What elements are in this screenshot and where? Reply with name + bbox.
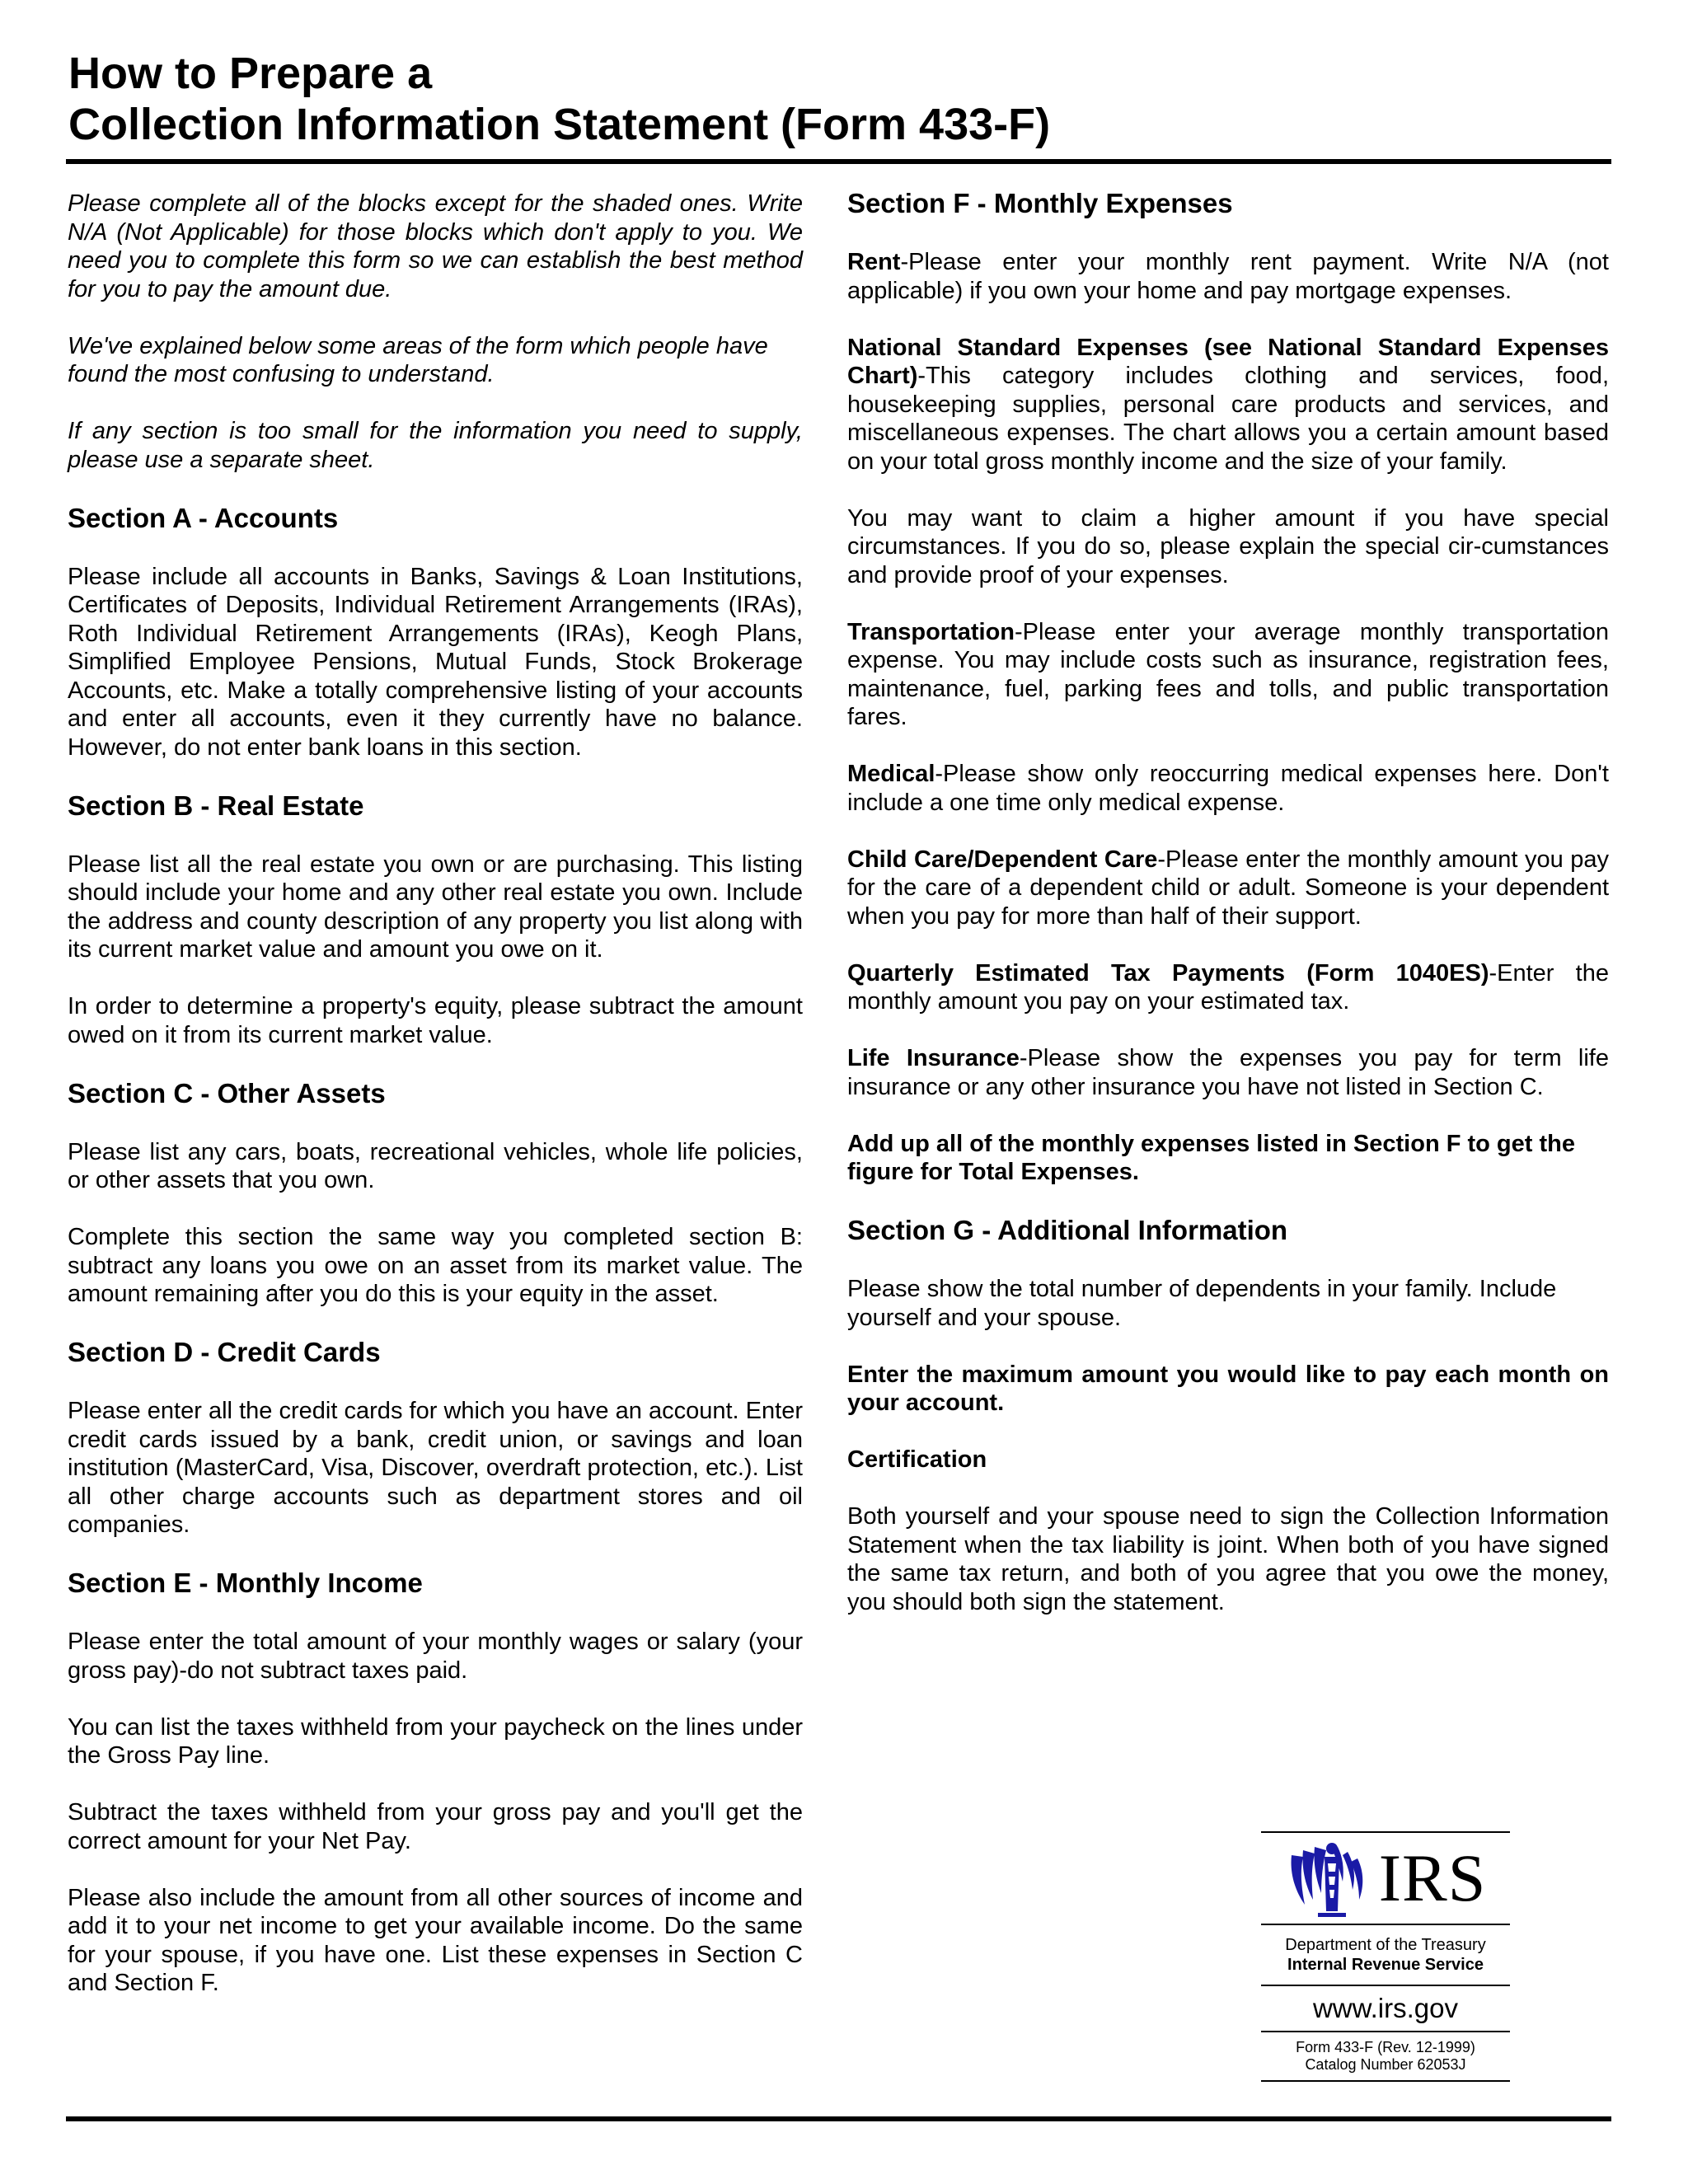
top-divider (66, 159, 1611, 164)
bottom-divider (66, 2116, 1611, 2121)
section-a-heading: Section A - Accounts (68, 502, 339, 533)
medical-paragraph (847, 760, 1609, 817)
transportation-paragraph (847, 618, 1609, 732)
section-c-paragraph-1: Please list any cars, boats, recreational vehicles, whole life policies, or other assets that you own. (68, 1138, 803, 1193)
total-expenses-paragraph (847, 1130, 1609, 1187)
irs-wordmark: IRS (1378, 1840, 1487, 1915)
section-c-heading: Section C - Other Assets (68, 1077, 386, 1108)
title-line-2: Collection Information Statement (Form 433-F) (68, 100, 1051, 149)
section-e-paragraph-2: You can list the taxes withheld from your paycheck on the lines under the Gross Pay line. (68, 1713, 803, 1769)
section-e-heading: Section E - Monthly Income (68, 1568, 423, 1598)
irs-footer-box (1261, 1831, 1510, 2082)
department-block (1261, 1925, 1510, 1985)
intro-paragraph-2: We've explained below some areas of the form which people have found the most confusing to understand. (68, 332, 768, 387)
section-d-heading: Section D - Credit Cards (68, 1337, 381, 1367)
certification-paragraph: Both yourself and your spouse need to sign the Collection Information Statement when the tax liability is joint. When both of you have signed the same tax return, and both of you agree that you owe the money, you should both sign the statement. (847, 1503, 1609, 1615)
quarterly-tax-paragraph (847, 959, 1609, 1016)
section-g-paragraph-2 (847, 1361, 1609, 1418)
nse-label: National Standard Expenses (see National Standard Expenses Chart) (847, 334, 1609, 389)
right-column (847, 188, 1609, 1645)
title-line-1: How to Prepare a (68, 49, 433, 98)
section-a-paragraph: Please include all accounts in Banks, Savings & Loan Institutions, Certificates of Deposits, Individual Retirement Arrangements (IRAs), Roth Individual Retirement Arrangements (IRAs), Keogh Plans, Simplified Employee Pensions, Mutual Funds, Stock Brokerage Accounts, etc. Make a totally comprehensive listing of your accounts and enter all accounts, even it they currently have no balance. However, do not enter bank loans in this section. (68, 563, 803, 761)
form-revision: Form 433-F (Rev. 12-1999) (1296, 2039, 1475, 2055)
department-line-1: Department of the Treasury (1285, 1936, 1486, 1954)
rent-paragraph (847, 248, 1609, 305)
footer-divider (1261, 2080, 1510, 2082)
department-line-2: Internal Revenue Service (1287, 1956, 1484, 1974)
catalog-number: Catalog Number 62053J (1305, 2056, 1466, 2073)
total-expenses-text: Add up all of the monthly expenses listed in Section F to get the figure for Total Expenses. (847, 1130, 1575, 1185)
irs-website-link[interactable]: www.irs.gov (1312, 1993, 1459, 2023)
transportation-label: Transportation (847, 618, 1015, 645)
nse-paragraph (847, 334, 1609, 476)
special-circumstances-paragraph: You may want to claim a higher amount if you have special circumstances. If you do so, please explain the special cir-cumstances and provide proof of your expenses. (847, 504, 1609, 588)
section-b-paragraph-1: Please list all the real estate you own or are purchasing. This listing should include your home and any other real estate you own. Include the address and county description of any property you list along with its current market value and amount you owe on it. (68, 851, 803, 963)
page-title (68, 48, 1610, 150)
nse-text: -This category includes clothing and services, food, housekeeping supplies, personal care products and services, and miscellaneous expenses. The chart allows you a certain amount based on your total gross monthly income and the size of your family. (847, 363, 1609, 475)
certification-heading: Certification (847, 1446, 987, 1473)
rent-text: -Please enter your monthly rent payment. Write N/A (not applicable) if you own your home and pay mortgage expenses. (847, 249, 1609, 304)
life-insurance-paragraph (847, 1044, 1609, 1101)
life-insurance-label: Life Insurance (847, 1045, 1020, 1071)
section-c-paragraph-2: Complete this section the same way you completed section B: subtract any loans you owe on an asset from its market value. The amount remaining after you do this is your equity in the asset. (68, 1224, 803, 1307)
section-e-paragraph-1: Please enter the total amount of your monthly wages or salary (your gross pay)-do not subtract taxes paid. (68, 1629, 803, 1684)
quarterly-tax-label: Quarterly Estimated Tax Payments (Form 1040ES) (847, 959, 1489, 987)
section-f-heading: Section F - Monthly Expenses (847, 188, 1233, 218)
childcare-paragraph (847, 846, 1609, 931)
intro-paragraph-1: Please complete all of the blocks except for the shaded ones. Write N/A (Not Applicable) for those blocks which don't apply to you. We need you to complete this form so we can establish the best method for you to pay the amount due. (68, 190, 803, 302)
section-e-paragraph-4: Please also include the amount from all other sources of income and add it to your net income to get your available income. Do the same for your spouse, if you have one. List these expenses in Section C and Section F. (68, 1884, 803, 1996)
irs-eagle-icon (1285, 1839, 1367, 1918)
section-e-paragraph-3: Subtract the taxes withheld from your gross pay and you'll get the correct amount for your Net Pay. (68, 1799, 803, 1854)
medical-text: -Please show only reoccurring medical expenses here. Don't include a one time only medical expense. (847, 761, 1609, 816)
irs-logo (1261, 1833, 1510, 1924)
section-b-paragraph-2: In order to determine a property's equity, please subtract the amount owed on it from its current market value. (68, 993, 803, 1048)
max-payment-text: Enter the maximum amount you would like to pay each month on your account. (847, 1361, 1609, 1416)
section-b-heading: Section B - Real Estate (68, 790, 364, 821)
transportation-text: -Please enter your average monthly transportation expense. You may include costs such as insurance, registration fees, maintenance, fuel, parking fees and tolls, and public transportation fares. (847, 618, 1609, 730)
section-g-paragraph-1: Please show the total number of dependents in your family. Include yourself and your spouse. (847, 1276, 1557, 1331)
form-info-block (1261, 2032, 1510, 2080)
rent-label: Rent (847, 249, 901, 275)
childcare-text: -Please enter the monthly amount you pay for the care of a dependent child or adult. Someone is your dependent when you pay for more than half of their support. (847, 846, 1609, 930)
left-column (68, 190, 803, 2026)
intro-paragraph-3: If any section is too small for the information you need to supply, please use a separate sheet. (68, 418, 803, 473)
section-d-paragraph: Please enter all the credit cards for which you have an account. Enter credit cards issued by a bank, credit union, or savings and loan institution (MasterCard, Visa, Discover, overdraft protection, etc.). List all other charge accounts such as department stores and oil companies. (68, 1398, 803, 1538)
life-insurance-text: -Please show the expenses you pay for term life insurance or any other insurance you have not listed in Section C. (847, 1045, 1609, 1100)
childcare-label: Child Care/Dependent Care (847, 846, 1158, 873)
medical-label: Medical (847, 761, 935, 787)
section-g-heading: Section G - Additional Information (847, 1215, 1288, 1245)
quarterly-tax-text: -Enter the monthly amount you pay on your estimated tax. (847, 959, 1609, 1015)
